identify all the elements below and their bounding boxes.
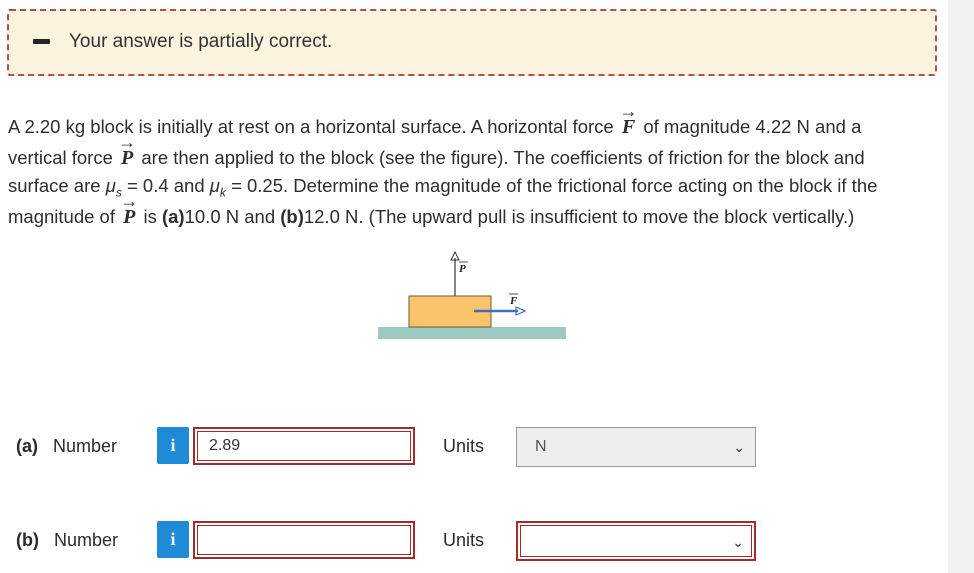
feedback-message: Your answer is partially correct. [69, 31, 333, 52]
vector-P: → P [120, 200, 138, 234]
part-b-label [16, 530, 118, 551]
answer-input-b[interactable] [193, 521, 415, 559]
part-b-row [0, 520, 948, 564]
problem-text: 10.0 N and [184, 206, 276, 227]
info-icon[interactable]: i [157, 521, 189, 558]
mu-symbol: μ [209, 175, 220, 196]
static-subscript: s [115, 185, 122, 200]
problem-text: surface are [8, 175, 101, 196]
part-a-row [0, 426, 948, 470]
number-label: Number [54, 530, 119, 550]
problem-text: is [143, 206, 157, 227]
part-letter: (b) [16, 530, 39, 550]
part-b-tag: (b) [280, 206, 304, 227]
answer-input-a[interactable]: 2.89 [193, 427, 415, 465]
problem-line-2 [8, 144, 933, 172]
part-a-label [16, 436, 117, 457]
problem-text: = 0.4 and [126, 175, 205, 196]
vector-P: → P [118, 144, 136, 172]
vector-F: → F [619, 110, 638, 144]
problem-statement [8, 110, 933, 234]
problem-line-4 [8, 200, 933, 234]
feedback-banner [7, 9, 937, 76]
chevron-down-icon: ⌄ [733, 439, 745, 455]
minus-icon [33, 39, 50, 44]
chevron-down-icon: ⌄ [732, 534, 744, 550]
kinetic-subscript: k [219, 185, 226, 200]
units-select-a[interactable] [516, 427, 756, 467]
part-letter: (a) [16, 436, 38, 456]
problem-text: = 0.25. Determine the magnitude of the frictional force acting on the block if the [231, 175, 878, 196]
problem-line-3 [8, 172, 933, 200]
block-figure [376, 250, 568, 342]
mu-symbol: μ [105, 175, 116, 196]
units-selected-value: N [535, 438, 547, 455]
part-a-tag: (a) [161, 206, 185, 227]
problem-line-1 [8, 110, 933, 144]
problem-text: 12.0 N. (The upward pull is insufficient to move the block vertically.) [303, 206, 855, 227]
problem-text: A 2.20 kg block is initially at rest on a horizontal surface. A horizontal force [8, 116, 614, 137]
block-diagram [376, 250, 568, 342]
problem-text: magnitude of [8, 206, 115, 227]
label-F: F [510, 295, 518, 307]
problem-text: vertical force [8, 147, 113, 168]
units-label: Units [443, 436, 485, 456]
problem-text: are then applied to the block (see the figure). The coefficients of friction for the block and [141, 147, 865, 168]
units-select-b[interactable] [516, 521, 756, 561]
label-P: P [459, 263, 466, 275]
number-label: Number [53, 436, 118, 456]
info-icon[interactable]: i [157, 427, 189, 464]
problem-text: of magnitude 4.22 N and a [643, 116, 862, 137]
ground-surface [378, 327, 566, 339]
units-label: Units [443, 530, 485, 550]
page-scroll-gutter [948, 0, 974, 573]
